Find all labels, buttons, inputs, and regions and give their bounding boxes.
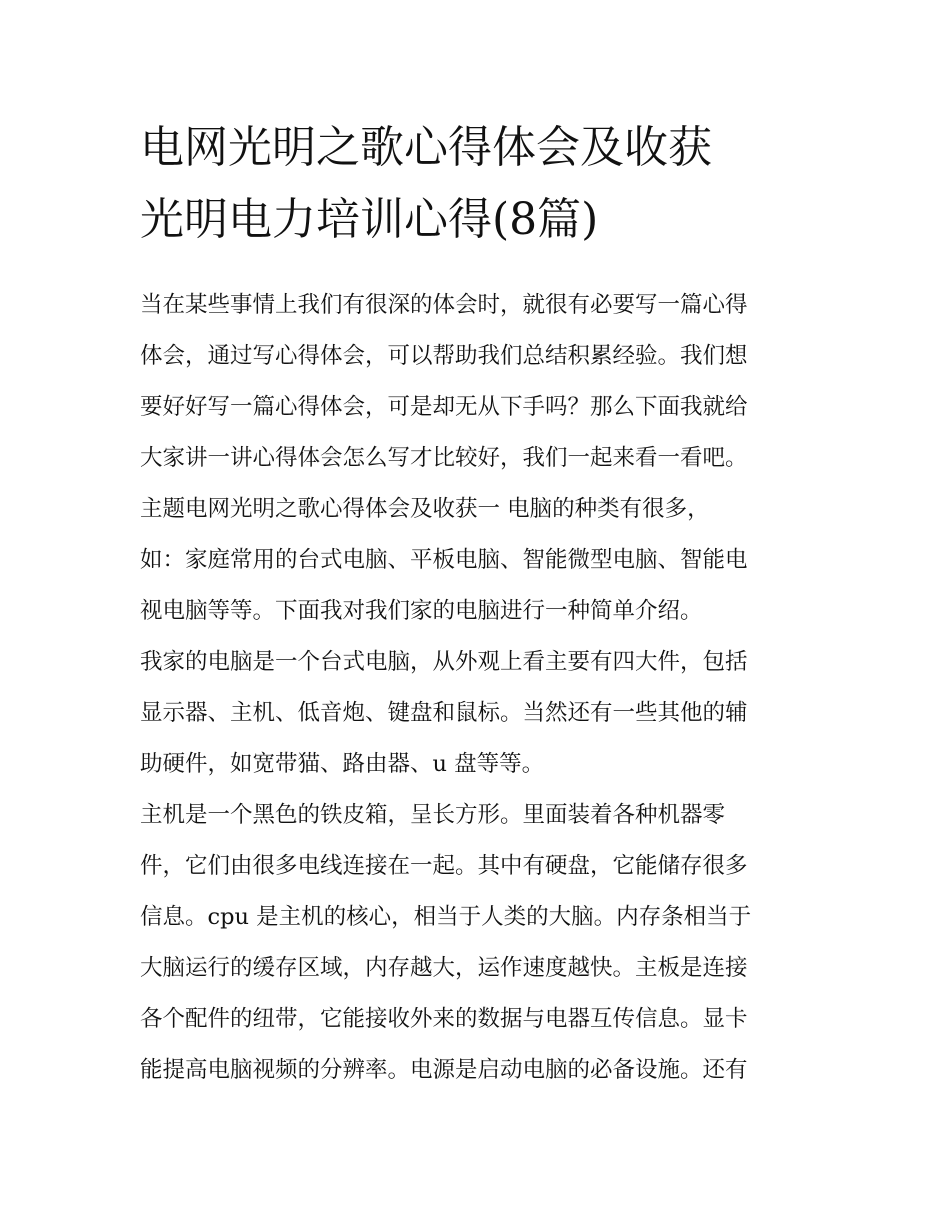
paragraph-intro [140,280,830,484]
text-line: 大家讲一讲心得体会怎么写才比较好，我们一起来看一看吧。 [140,445,748,471]
document-title [140,112,840,256]
text-line: 要好好写一篇心得体会，可是却无从下手吗？那么下面我就给 [140,394,748,420]
text-line: 当在某些事情上我们有很深的体会时，就很有必要写一篇心得 [140,292,748,318]
text-line: 如：家庭常用的台式电脑、平板电脑、智能微型电脑、智能电 [140,547,748,573]
text-line: 我家的电脑是一个台式电脑，从外观上看主要有四大件，包括 [140,649,748,675]
title-line: 光明电力培训心得(8篇) [140,194,599,245]
paragraph-home-computer [140,637,830,790]
title-line: 电网光明之歌心得体会及收获 [140,122,712,173]
text-line: 大脑运行的缓存区域，内存越大，运作速度越快。主板是连接 [140,955,748,981]
paragraph-host-components [140,790,830,1096]
text-line: 主题电网光明之歌心得体会及收获一 电脑的种类有很多， [140,496,710,522]
text-line: 件，它们由很多电线连接在一起。其中有硬盘，它能储存很多 [140,853,748,879]
text-line: 能提高电脑视频的分辨率。电源是启动电脑的必备设施。还有 [140,1057,748,1083]
paragraph-computer-types [140,484,830,637]
text-line: 显示器、主机、低音炮、键盘和鼠标。当然还有一些其他的辅 [140,700,748,726]
document-body [140,280,830,1096]
text-line: 视电脑等等。下面我对我们家的电脑进行一种简单介绍。 [140,598,703,624]
text-line: 主机是一个黑色的铁皮箱，呈长方形。里面装着各种机器零 [140,802,726,828]
text-line: 信息。cpu 是主机的核心，相当于人类的大脑。内存条相当于 [140,904,752,930]
text-line: 助硬件，如宽带猫、路由器、u 盘等等。 [140,751,545,777]
text-line: 各个配件的纽带，它能接收外来的数据与电器互传信息。显卡 [140,1006,748,1032]
text-line: 体会，通过写心得体会，可以帮助我们总结积累经验。我们想 [140,343,748,369]
